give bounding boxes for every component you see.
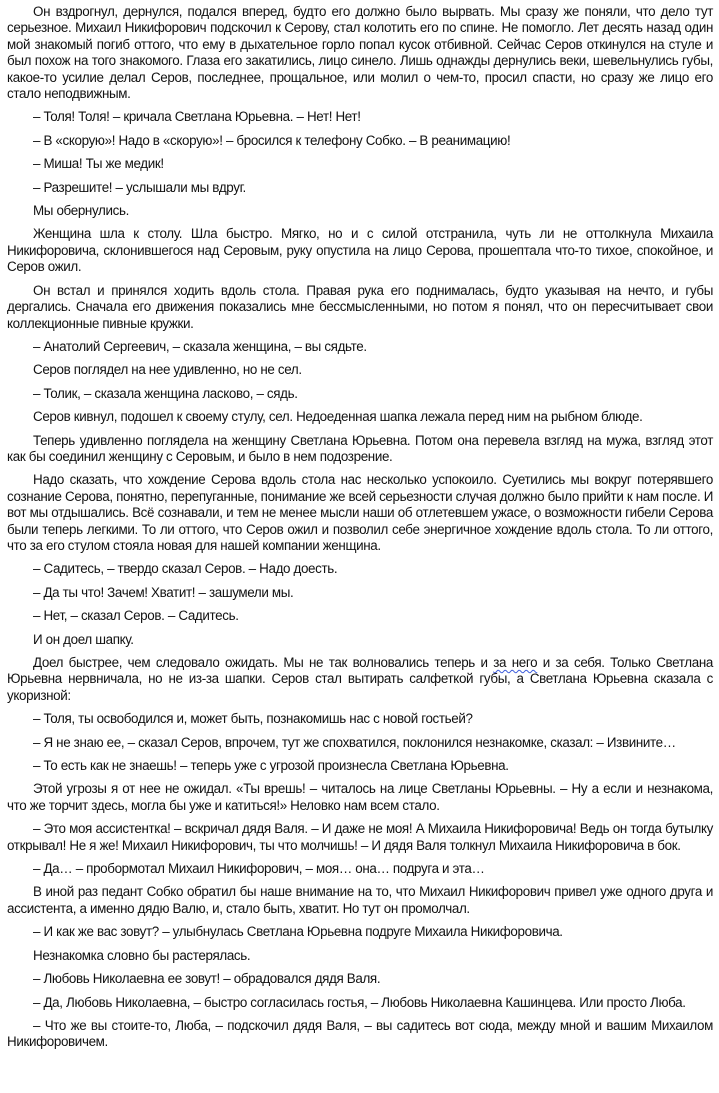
dialogue-line: – И как же вас зовут? – улыбнулась Светлана Юрьевна подруге Михаила Никифоровича.: [33, 924, 563, 940]
paragraph: Незнакомка словно бы растерялась.: [33, 947, 251, 963]
paragraph: Этой угрозы я от нее не ожидал. «Ты врешь! – читалось на лице Светланы Юрьевны. – Ну а если и незнакома, что же торчит здесь, могла бы уже и катиться!» Неловко нам всем стало.: [7, 781, 713, 813]
dialogue-line: – Да ты что! Зачем! Хватит! – зашумели мы.: [33, 584, 294, 600]
dialogue-line: – Разрешите! – услышали мы вдруг.: [33, 179, 246, 195]
paragraph: Серов кивнул, подошел к своему стулу, сел. Недоеденная шапка лежала перед ним на рыбном блюде.: [33, 409, 643, 425]
paragraph: Теперь удивленно поглядела на женщину Светлана Юрьевна. Потом она перевела взгляд на мужа, взгляд этот как бы соединил женщину с Серовым, и было в нем подозрение.: [7, 432, 713, 464]
paragraph: Серов поглядел на нее удивленно, но не сел.: [33, 362, 302, 378]
dialogue-line: – Да, Любовь Николаевна, – быстро согласилась гостья, – Любовь Николаевна Кашинцева. Или просто Люба.: [33, 994, 686, 1010]
dialogue-line: – В «скорую»! Надо в «скорую»! – бросился к телефону Собко. – В реанимацию!: [33, 132, 511, 148]
dialogue-line: – Садитесь, – твердо сказал Серов. – Надо доесть.: [33, 561, 338, 577]
dialogue-line: – Толик, – сказала женщина ласково, – сядь.: [33, 385, 298, 401]
dialogue-line: – Анатолий Сергеевич, – сказала женщина, – вы сядьте.: [33, 338, 367, 354]
dialogue-line: – Толя! Толя! – кричала Светлана Юрьевна. – Нет! Нет!: [33, 109, 361, 125]
dialogue-line: – Это моя ассистентка! – вскричал дядя Валя. – И даже не моя! А Михаила Никифоровича! Ведь он тогда бутылку открывал! Не я же! Михаил Никифорович, ты что молчишь! – И дядя Валя толкнул Михаила Никифоровича в бок.: [7, 821, 713, 853]
dialogue-line: – Да… – пробормотал Михаил Никифорович, – моя… она… подруга и эта…: [33, 861, 485, 877]
paragraph: Он встал и принялся ходить вдоль стола. Правая рука его поднималась, будто указывая на нечто, и губы дергались. Сначала его движения показались мне бессмысленными, но потом я понял, что он пересчитывает свои коллекционные пивные кружки.: [7, 282, 713, 331]
paragraph: [7, 655, 713, 704]
paragraph: В иной раз педант Собко обратил бы наше внимание на то, что Михаил Никифорович привел уже одного друга и ассистента, а именно дядю Валю, и, стало быть, хватит. Но тут он промолчал.: [7, 884, 713, 916]
dialogue-line: – Я не знаю ее, – сказал Серов, впрочем, тут же спохватился, поклонился незнакомке, сказал: – Извините…: [33, 734, 676, 750]
dialogue-line: – То есть как не знаешь! – теперь уже с угрозой произнесла Светлана Юрьевна.: [33, 758, 509, 774]
dialogue-line: – Любовь Николаевна ее зовут! – обрадовался дядя Валя.: [33, 971, 381, 987]
dialogue-line: – Толя, ты освободился и, может быть, познакомишь нас с новой гостьей?: [33, 711, 473, 727]
dialogue-line: – Нет, – сказал Серов. – Садитесь.: [33, 608, 239, 624]
paragraph: Женщина шла к столу. Шла быстро. Мягко, но и с силой отстранила, чуть ли не оттолкнула Михаила Никифоровича, склонившегося над Серовым, руку опустила на лицо Серова, прошептала что-то тихое, спокойное, и Серов ожил.: [7, 226, 713, 275]
paragraph: Он вздрогнул, дернулся, подался вперед, будто его должно было вырвать. Мы сразу же поняли, что дело тут серьезное. Михаил Никифорович подскочил к Серову, стал колотить его по спине. Не помогло. Лет десять назад один мой знакомый погиб оттого, что ему в дыхательное горло попал кусок отбивной. Сейчас Серов откинулся на стуле и был похож на того знакомого. Глаза его закатились, лицо синело. Лишь однажды дернулись веки, шевельнулись губы, какое-то усилие делал Серов, последнее, прощальное, или молил о чем-то, просил спасти, но сразу же лицо его стало неподвижным.: [7, 4, 713, 102]
text-run: и за себя. Только Светлана Юрьевна нервничала, но не из-за шапки. Серов стал вытирать салфеткой губы, а Светлана Юрьевна сказала с укоризной:: [7, 655, 713, 703]
paragraph: Надо сказать, что хождение Серова вдоль стола нас несколько успокоило. Суетились мы вокруг потерявшего сознание Серова, понятно, перепуганные, понимание же всей серьезности случая должно было прийти к нам после. И вот мы отдышались. Всё сознавали, и тем не менее мысли наши об отлетевшем ужасе, о возможности гибели Серова были теперь легкими. То ли оттого, что Серов ожил и позволил себе энергичное хождение вдоль стола. То ли оттого, что за его стулом стояла новая для нашей компании женщина.: [7, 472, 713, 553]
text-run: Доел быстрее, чем следовало ожидать. Мы не так волновались теперь и: [33, 655, 494, 670]
paragraph: Мы обернулись.: [33, 203, 129, 219]
dialogue-line: – Миша! Ты же медик!: [33, 156, 164, 172]
spellcheck-flagged-text[interactable]: за него: [493, 655, 538, 670]
dialogue-line: – Что же вы стоите-то, Люба, – подскочил дядя Валя, – вы садитесь вот сюда, между мной и вашим Михаилом Никифоровичем.: [7, 1017, 713, 1050]
paragraph: И он доел шапку.: [33, 631, 134, 647]
